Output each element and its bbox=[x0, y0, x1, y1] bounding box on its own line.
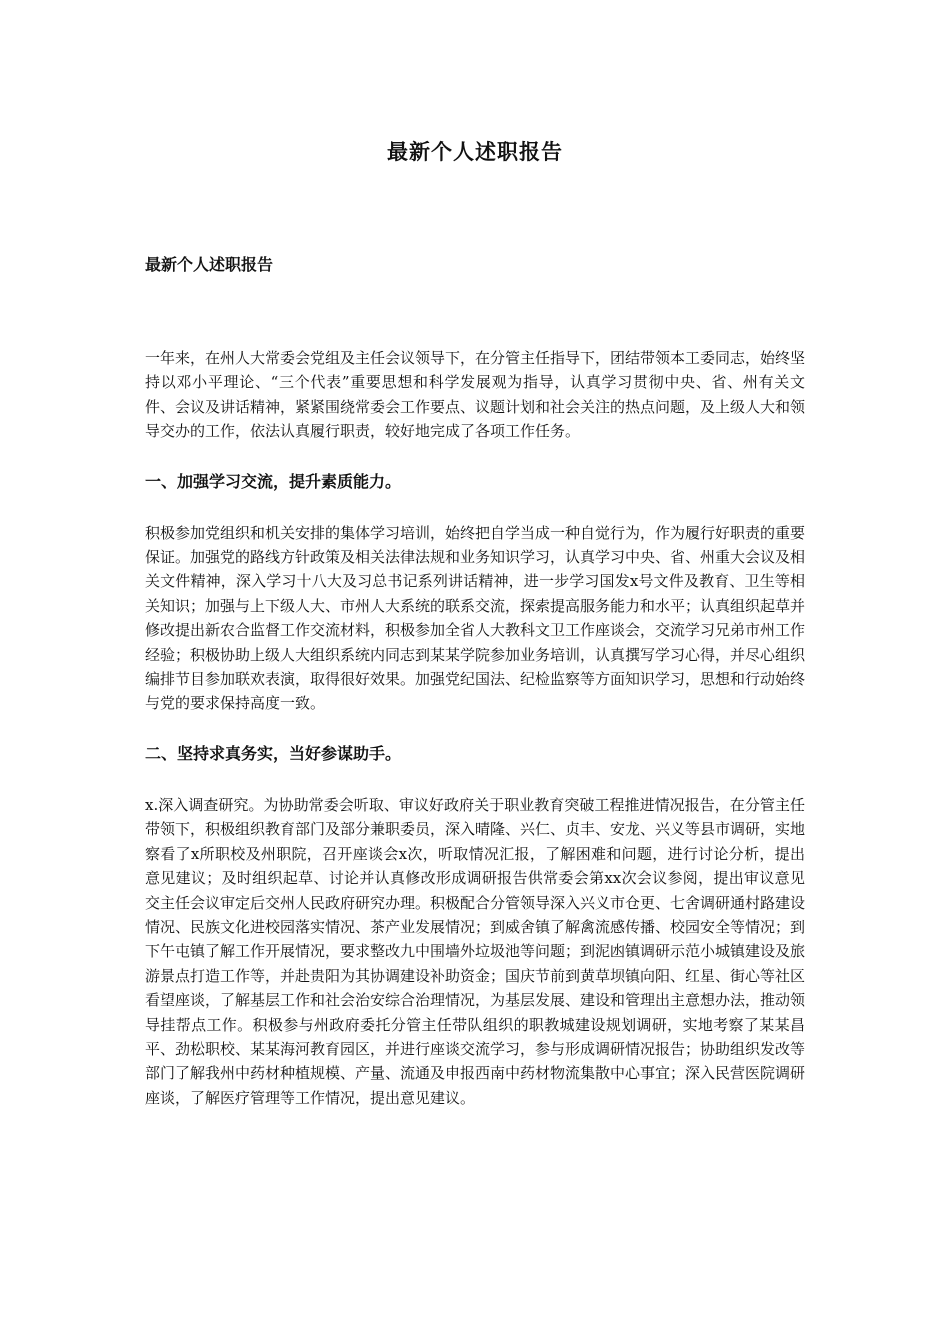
document-subtitle: 最新个人述职报告 bbox=[145, 255, 274, 274]
section-heading-2: 二、坚持求真务实，当好参谋助手。 bbox=[145, 743, 402, 763]
section-body-2: x.深入调查研究。为协助常委会听取、审议好政府关于职业教育突破工程推进情况报告，在分管主任带领下，积极组织教育部门及部分兼职委员，深入晴隆、兴仁、贞丰、安龙、兴义等县市调研，实地察看了x所职校及州职院，召开座谈会x次，听取情况汇报，了解困难和问题，进行讨论分析，提出意见建议；及时组织起草、讨论并认真修改形成调研报告供常委会第xx次会议参阅，提出审议意见交主任会议审定后交州人民政府研究办理。积极配合分管领导深入兴义市仓更、七舍调研通村路建设情况、民族文化进校园落实情况、茶产业发展情况；到威舍镇了解禽流感传播、校园安全等情况；到下午屯镇了解工作开展情况，要求整改九中围墙外垃圾池等问题；到泥凼镇调研示范小城镇建设及旅游景点打造工作等，并赴贵阳为其协调建设补助资金；国庆节前到黄草坝镇向阳、红星、街心等社区看望座谈，了解基层工作和社会治安综合治理情况，为基层发展、建设和管理出主意想办法，推动领导挂帮点工作。积极参与州政府委托分管主任带队组织的职教城建设规划调研，实地考察了某某昌平、劲松职校、某某海河教育园区，并进行座谈交流学习，参与形成调研情况报告；协助组织发改等部门了解我州中药材种植规模、产量、流通及申报西南中药材物流集散中心事宜；深入民营医院调研座谈，了解医疗管理等工作情况，提出意见建议。 bbox=[145, 795, 806, 1107]
intro-paragraph: 一年来，在州人大常委会党组及主任会议领导下，在分管主任指导下，团结带领本工委同志，始终坚持以邓小平理论、“三个代表”重要思想和科学发展观为指导，认真学习贯彻中央、省、州有关文件、会议及讲话精神，紧紧围绕常委会工作要点、议题计划和社会关注的热点问题，及上级人大和领导交办的工作，依法认真履行职责，较好地完成了各项工作任务。 bbox=[145, 349, 806, 441]
section-heading-1: 一、加强学习交流，提升素质能力。 bbox=[145, 471, 402, 491]
document-body bbox=[145, 346, 805, 1110]
document-title: 最新个人述职报告 bbox=[387, 139, 563, 164]
section-body-1: 积极参加党组织和机关安排的集体学习培训，始终把自学当成一种自觉行为，作为履行好职责的重要保证。加强党的路线方针政策及相关法律法规和业务知识学习，认真学习中央、省、州重大会议及相关文件精神，深入学习十八大及习总书记系列讲话精神，进一步学习国发x号文件及教育、卫生等相关知识；加强与上下级人大、市州人大系统的联系交流，探索提高服务能力和水平；认真组织起草并修改提出新农合监督工作交流材料，积极参加全省人大教科文卫工作座谈会，交流学习兄弟市州工作经验；积极协助上级人大组织系统内同志到某某学院参加业务培训，认真撰写学习心得，并尽心组织编排节目参加联欢表演，取得很好效果。加强党纪国法、纪检监察等方面知识学习，思想和行动始终与党的要求保持高度一致。 bbox=[145, 523, 806, 713]
